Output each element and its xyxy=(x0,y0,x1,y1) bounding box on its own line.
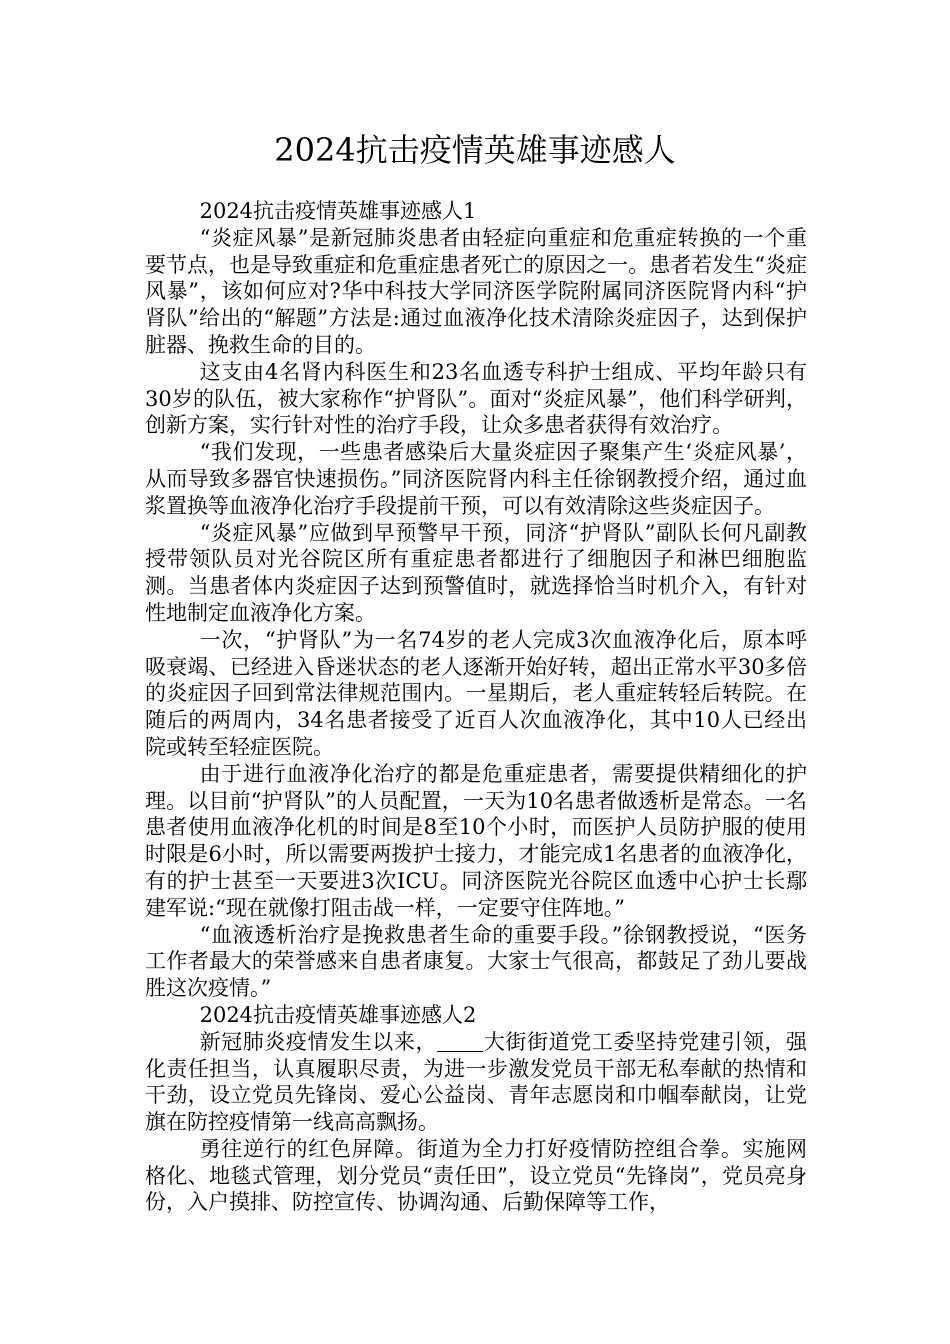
document-title: 2024抗击疫情英雄事迹感人 xyxy=(274,131,676,169)
blank-underline xyxy=(437,1030,483,1052)
section-heading-2: 2024抗击疫情英雄事迹感人2 xyxy=(199,1002,477,1027)
paragraph-6: 由于进行血液净化治疗的都是危重症患者，需要提供精细化的护理。以目前“护肾队”的人员配置，一天为10名患者做透析是常态。一名患者使用血液净化机的时间是8至10个小时，而医护人员防护服的使用时限是6小时，所以需要两拨护士接力，才能完成1名患者的血液净化，有的护士甚至一天要进3次ICU。同济医院光谷院区血透中心护士长鄢建军说:“现在就像打阻击战一样，一定要守住阵地。” xyxy=(145,761,807,920)
section-heading-1: 2024抗击疫情英雄事迹感人1 xyxy=(199,199,477,223)
paragraph-7: “血液透析治疗是挽救患者生命的重要手段。”徐钢教授说，“医务工作者最大的荣誉感来自患者康复。大家士气很高，都鼓足了劲儿要战胜这次疫情。” xyxy=(145,922,807,1001)
paragraph-8-prefix: 新冠肺炎疫情发生以来， xyxy=(199,1029,438,1054)
document-body xyxy=(145,198,807,1216)
paragraph-3: “我们发现，一些患者感染后大量炎症因子聚集产生‘炎症风暴’，从而导致多器官快速损伤。”同济医院肾内科主任徐钢教授介绍，通过血浆置换等血液净化治疗手段提前干预，可以有效清除这些炎症因子。 xyxy=(145,440,807,518)
paragraph-4: “炎症风暴”应做到早预警早干预，同济“护肾队”副队长何凡副教授带领队员对光谷院区所有重症患者都进行了细胞因子和淋巴细胞监测。当患者体内炎症因子达到预警值时，就选择恰当时机介入，有针对性地制定血液净化方案。 xyxy=(145,520,807,625)
paragraph-9: 勇往逆行的红色屏障。街道为全力打好疫情防控组合拳。实施网格化、地毯式管理，划分党员“责任田”，设立党员“先锋岗”，党员亮身份，入户摸排、防控宣传、协调沟通、后勤保障等工作， xyxy=(145,1136,807,1215)
paragraph-1: “炎症风暴”是新冠肺炎患者由轻症向重症和危重症转换的一个重要节点，也是导致重症和危重症患者死亡的原因之一。患者若发生“炎症风暴”，该如何应对?华中科技大学同济医学院附属同济医院肾内科“护肾队”给出的“解题”方法是:通过血液净化技术清除炎症因子，达到保护脏器、挽救生命的目的。 xyxy=(145,225,807,357)
paragraph-8 xyxy=(145,1029,807,1136)
paragraph-8-suffix: 大街街道党工委坚持党建引领，强化责任担当，认真履职尽责，为进一步激发党员干部无私奉献的热情和干劲，设立党员先锋岗、爱心公益岗、青年志愿岗和巾帼奉献岗，让党旗在防控疫情第一线高高飘扬。 xyxy=(145,1029,808,1135)
paragraph-5: 一次，“护肾队”为一名74岁的老人完成3次血液净化后，原本呼吸衰竭、已经进入昏迷状态的老人逐渐开始好转，超出正常水平30多倍的炎症因子回到常法律规范围内。一星期后，老人重症转轻后转院。在随后的两周内，34名患者接受了近百人次血液净化，其中10人已经出院或转至轻症医院。 xyxy=(145,627,807,759)
paragraph-2: 这支由4名肾内科医生和23名血透专科护士组成、平均年龄只有30岁的队伍，被大家称作“护肾队”。面对“炎症风暴”，他们科学研判，创新方案，实行针对性的治疗手段，让众多患者获得有效治疗。 xyxy=(145,359,807,438)
